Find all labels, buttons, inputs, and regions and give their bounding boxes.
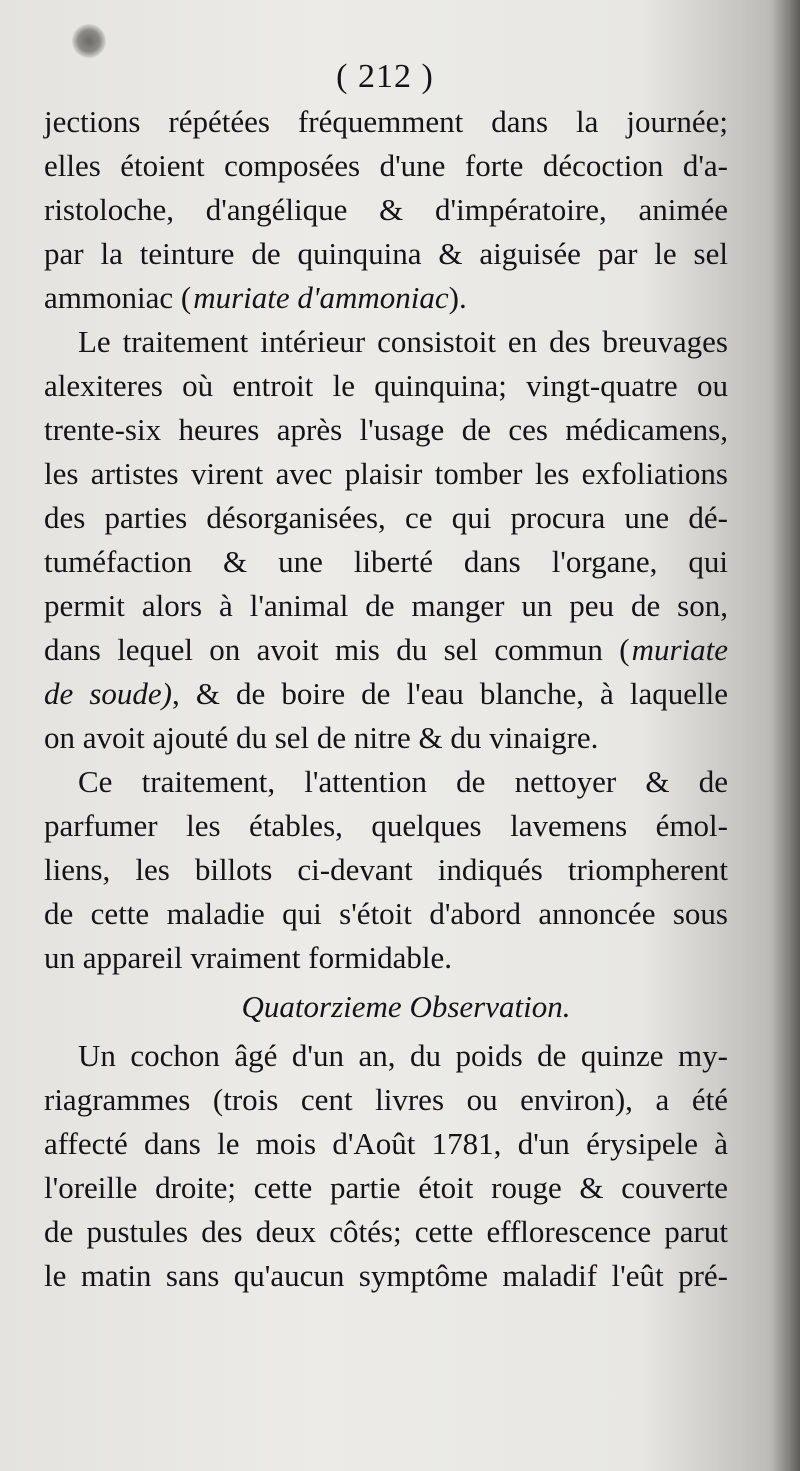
text-line: elles étoient composées d'une forte décoction d'a- xyxy=(44,148,728,183)
section-heading: Quatorzieme Observation. xyxy=(241,989,571,1024)
text-fragment: dans lequel on avoit mis du sel commun ( xyxy=(44,632,630,667)
text-line: trente-six heures après l'usage de ces médicamens, xyxy=(44,412,728,447)
italic-term: de soude) xyxy=(44,676,172,711)
paragraph-start: Ce traitement, l'attention de nettoyer & de xyxy=(78,764,728,799)
text-line xyxy=(44,628,728,672)
text-line: de cette maladie qui s'étoit d'abord annoncée sous xyxy=(44,896,728,931)
text-line: des parties désorganisées, ce qui procura une dé- xyxy=(44,500,728,535)
text-line: on avoit ajouté du sel de nitre & du vinaigre. xyxy=(44,720,599,755)
text-fragment: ). xyxy=(448,280,467,315)
italic-term: muriate xyxy=(631,632,728,667)
text-line: tuméfaction & une liberté dans l'organe, qui xyxy=(44,544,728,579)
paragraph-start: Un cochon âgé d'un an, du poids de quinze my- xyxy=(78,1038,728,1073)
text-line: affecté dans le mois d'Août 1781, d'un érysipele à xyxy=(44,1126,728,1161)
text-line: le matin sans qu'aucun symptôme maladif l'eût pré- xyxy=(44,1258,728,1293)
text-line: parfumer les étables, quelques lavemens émol- xyxy=(44,808,728,843)
text-line: par la teinture de quinquina & aiguisée par le sel xyxy=(44,236,728,271)
text-fragment: , & de boire de l'eau blanche, à laquelle xyxy=(172,676,729,711)
italic-term: muriate d'ammoniac xyxy=(193,280,449,315)
text-line: un appareil vraiment formidable. xyxy=(44,940,453,975)
body-text xyxy=(44,100,728,1298)
text-line: permit alors à l'animal de manger un peu de son, xyxy=(44,588,728,623)
text-line: ristoloche, d'angélique & d'impératoire, animée xyxy=(44,192,728,227)
page-spine-shadow xyxy=(772,0,800,1471)
text-line xyxy=(44,672,728,716)
paragraph-start: Le traitement intérieur consistoit en des breuvages xyxy=(78,324,728,359)
page-number: ( 212 ) xyxy=(336,58,434,95)
text-line: les artistes virent avec plaisir tomber les exfoliations xyxy=(44,456,728,491)
text-line: riagrammes (trois cent livres ou environ), a été xyxy=(44,1082,728,1117)
ink-smudge xyxy=(72,24,106,58)
text-line: alexiteres où entroit le quinquina; vingt-quatre ou xyxy=(44,368,728,403)
text-line: de pustules des deux côtés; cette efflorescence parut xyxy=(44,1214,728,1249)
text-line: l'oreille droite; cette partie étoit rouge & couverte xyxy=(44,1170,728,1205)
text-line xyxy=(44,276,728,320)
text-line: jections répétées fréquemment dans la journée; xyxy=(44,104,728,139)
text-line: liens, les billots ci-devant indiqués triompherent xyxy=(44,852,728,887)
text-fragment: ammoniac ( xyxy=(44,280,192,315)
